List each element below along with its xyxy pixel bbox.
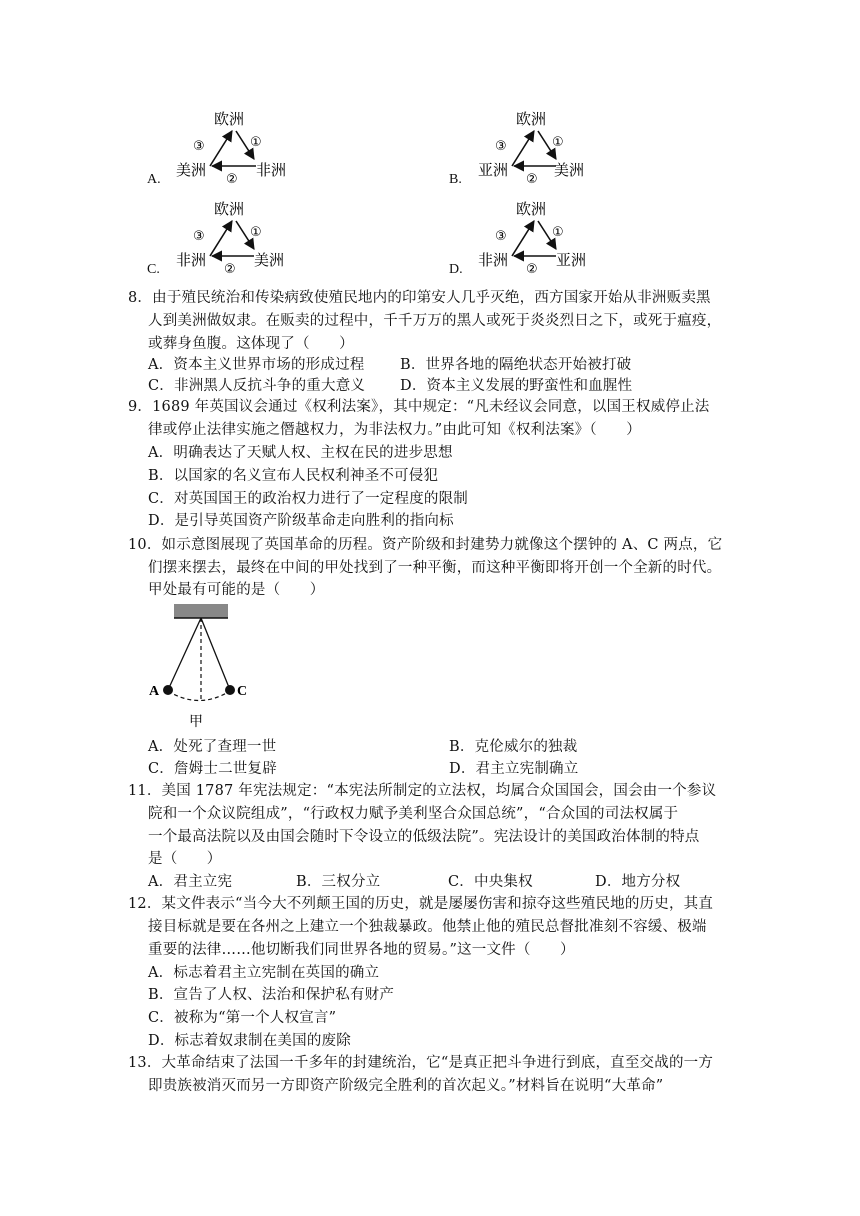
tri-top-label: 欧洲 <box>214 110 245 128</box>
svg-text:A: A <box>149 684 160 699</box>
q10-option-a: A．处死了查理一世 <box>148 739 277 755</box>
q9-option-a: A．明确表达了天赋人权、主权在民的进步思想 <box>148 445 453 461</box>
q7-option-a-label: A. <box>147 172 161 187</box>
q11-option-c: C．中央集权 <box>448 874 533 890</box>
q13-stem-line2: 即贵族被消灭而另一方即资产阶级完全胜利的首次起义。”材料旨在说明“大革命” <box>148 1078 664 1094</box>
q7-option-a-diagram <box>170 104 310 184</box>
q8-option-d: D．资本主义发展的野蛮性和血腥性 <box>400 378 633 394</box>
q9-option-c: C．对英国国王的政治权力进行了一定程度的限制 <box>148 491 468 507</box>
q12-option-a: A．标志着君主立宪制在英国的确立 <box>148 965 380 981</box>
q10-stem-line3: 甲处最有可能的是（ ） <box>148 582 325 598</box>
svg-text:非洲: 非洲 <box>478 251 509 269</box>
q9-option-d: D．是引导英国资产阶级革命走向胜利的指向标 <box>148 513 454 529</box>
tri-right-label: 非洲 <box>256 161 287 179</box>
q8-option-b: B．世界各地的隔绝状态开始被打破 <box>400 357 632 373</box>
svg-text:③: ③ <box>495 139 507 154</box>
q11-option-b: B．三权分立 <box>296 874 381 890</box>
q8-option-a: A．资本主义世界市场的形成过程 <box>148 357 365 373</box>
q11-stem-line3: 一个最高法院以及由国会随时下令设立的低级法院”。宪法设计的美国政治体制的特点 <box>148 829 700 845</box>
q12-option-b: B．宣告了人权、法治和保护私有财产 <box>148 987 395 1003</box>
q10-pendulum-diagram <box>146 600 256 730</box>
svg-text:②: ② <box>224 262 236 274</box>
svg-text:②: ② <box>526 262 538 274</box>
pendulum-point-c <box>225 685 235 695</box>
q13-stem-line1: 13．大革命结束了法国一千多年的封建统治，它“是真正把斗争进行到底，直至交战的一方 <box>128 1055 714 1071</box>
q9-stem-line1: 9．1689 年英国议会通过《权利法案》，其中规定：“凡未经议会同意，以国王权威停止法 <box>128 399 710 415</box>
q10-stem-line2: 们摆来摆去，最终在中间的甲处找到了一种平衡，而这种平衡即将开创一个全新的时代。 <box>148 560 722 576</box>
tri-left-label: 美洲 <box>176 161 207 179</box>
q10-stem-line1: 10．如示意图展现了英国革命的历程。资产阶级和封建势力就像这个摆钟的 A、C 两点，它 <box>128 537 723 553</box>
q8-stem-line2: 人到美洲做奴隶。在贩卖的过程中，千千万万的黑人或死于炎炎烈日之下，或死于瘟疫， <box>148 313 722 329</box>
svg-text:①: ① <box>250 225 262 240</box>
q12-option-d: D．标志着奴隶制在美国的废除 <box>148 1033 351 1049</box>
q11-stem-line1: 11．美国 1787 年宪法规定：“本宪法所制定的立法权，均属合众国国会，国会由一个参议 <box>128 783 717 799</box>
q7-option-b-diagram <box>472 104 612 184</box>
q12-stem-line2: 接目标就是要在各州之上建立一个独裁暴政。他禁止他的殖民总督批准刻不容缓、极端 <box>148 919 707 935</box>
pendulum-point-a <box>163 685 173 695</box>
q12-option-c: C．被称为“第一个人权宣言” <box>148 1010 337 1026</box>
q9-option-b: B．以国家的名义宣布人民权利神圣不可侵犯 <box>148 468 439 484</box>
svg-text:②: ② <box>526 172 538 184</box>
svg-text:美洲: 美洲 <box>554 161 585 179</box>
q12-stem-line1: 12．某文件表示“当今大不列颠王国的历史，就是屡屡伤害和掠夺这些殖民地的历史，其直 <box>128 896 714 912</box>
q7-option-d-label: D. <box>449 262 463 277</box>
q8-stem-line1: 8．由于殖民统治和传染病致使殖民地内的印第安人几乎灭绝，西方国家开始从非洲贩卖黑 <box>128 290 711 306</box>
q11-stem-line2: 院和一个众议院组成”，“行政权力赋予美利坚合众国总统”，“合众国的司法权属于 <box>148 806 679 822</box>
q7-option-b-label: B. <box>449 172 462 187</box>
svg-text:甲: 甲 <box>189 714 203 730</box>
svg-text:①: ① <box>250 135 262 150</box>
q11-stem-line4: 是（ ） <box>148 851 222 867</box>
svg-text:③: ③ <box>193 139 205 154</box>
q10-option-d: D．君主立宪制确立 <box>449 761 579 777</box>
q11-option-a: A．君主立宪 <box>148 874 233 890</box>
q10-option-b: B．克伦威尔的独裁 <box>449 739 578 755</box>
svg-text:欧洲: 欧洲 <box>516 200 547 218</box>
svg-text:欧洲: 欧洲 <box>214 200 245 218</box>
svg-text:③: ③ <box>495 229 507 244</box>
svg-text:①: ① <box>552 135 564 150</box>
q7-option-d-diagram <box>472 194 612 274</box>
svg-text:亚洲: 亚洲 <box>478 161 509 179</box>
svg-text:非洲: 非洲 <box>176 251 207 269</box>
svg-text:欧洲: 欧洲 <box>516 110 547 128</box>
svg-text:①: ① <box>552 225 564 240</box>
q8-option-c: C．非洲黑人反抗斗争的重大意义 <box>148 378 366 394</box>
q9-stem-line2: 律或停止法律实施之僭越权力，为非法权力。”由此可知《权利法案》（ ） <box>148 422 641 438</box>
q7-option-c-label: C. <box>147 262 160 277</box>
svg-text:②: ② <box>226 172 238 184</box>
q8-stem-line3: 或葬身鱼腹。这体现了（ ） <box>148 336 354 352</box>
svg-text:③: ③ <box>193 229 205 244</box>
pendulum-mount <box>174 604 228 618</box>
q11-option-d: D．地方分权 <box>595 874 681 890</box>
q10-option-c: C．詹姆士二世复辟 <box>148 761 277 777</box>
q12-stem-line3: 重要的法律……他切断我们同世界各地的贸易。”这一文件（ ） <box>148 942 575 958</box>
svg-text:美洲: 美洲 <box>254 251 285 269</box>
q7-option-c-diagram <box>170 194 310 274</box>
svg-text:C: C <box>237 684 248 699</box>
svg-text:亚洲: 亚洲 <box>556 251 587 269</box>
